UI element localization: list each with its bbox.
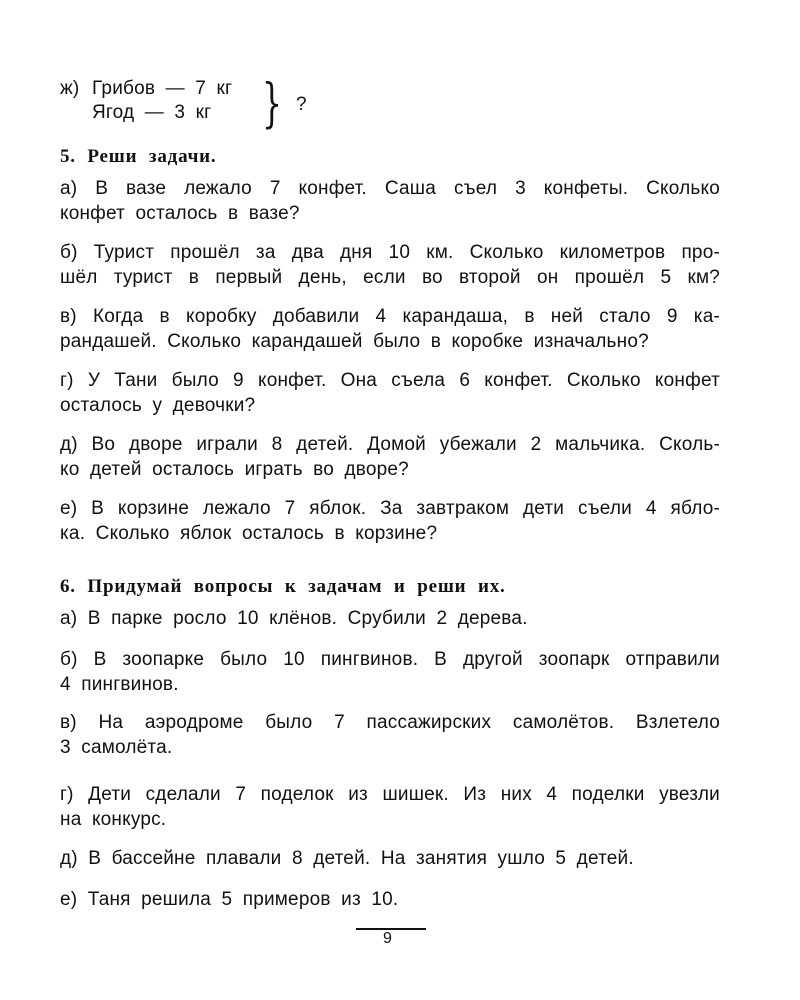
page-number: 9 bbox=[383, 930, 393, 947]
task6-heading: 6. Придумай вопросы к задачам и реши их. bbox=[60, 576, 506, 597]
task5-item-b-line1: б) Турист прошёл за два дня 10 км. Сколько километров про- bbox=[60, 242, 720, 263]
intro-row-berries: Ягод — 3 кг bbox=[92, 102, 212, 123]
task6-item-d-line1: г) Дети сделали 7 поделок из шишек. Из них 4 поделки увезли bbox=[60, 784, 720, 805]
task6-item-b-line1: б) В зоопарке было 10 пингвинов. В другой зоопарк отправили bbox=[60, 649, 720, 670]
task5-item-b-line2: шёл турист в первый день, если во второй он прошёл 5 км? bbox=[60, 267, 720, 288]
task5-item-a-line1: а) В вазе лежало 7 конфет. Саша съел 3 конфеты. Сколько bbox=[60, 178, 720, 199]
task6-item-b-line2: 4 пингвинов. bbox=[60, 674, 179, 695]
task5-item-a-line2: конфет осталось в вазе? bbox=[60, 203, 300, 224]
task5-item-c-line1: в) Когда в коробку добавили 4 карандаша, в ней стало 9 ка- bbox=[60, 306, 720, 327]
task5-item-f-line1: е) В корзине лежало 7 яблок. За завтраком дети съели 4 ябло- bbox=[60, 498, 720, 519]
task6-item-e-line1: д) В бассейне плавали 8 детей. На занятия ушло 5 детей. bbox=[60, 848, 634, 869]
task5-item-f-line2: ка. Сколько яблок осталось в корзине? bbox=[60, 523, 438, 544]
intro-question-mark: ? bbox=[296, 94, 307, 115]
task5-item-d-line1: г) У Тани было 9 конфет. Она съела 6 конфет. Сколько конфет bbox=[60, 370, 720, 391]
task6-item-c-line2: 3 самолёта. bbox=[60, 737, 173, 758]
intro-label: ж) bbox=[60, 78, 80, 99]
task6-item-d-line2: на конкурс. bbox=[60, 809, 167, 830]
task6-item-c-line1: в) На аэродроме было 7 пассажирских самолётов. Взлетело bbox=[60, 712, 720, 733]
task5-item-e-line1: д) Во дворе играли 8 детей. Домой убежали 2 мальчика. Сколь- bbox=[60, 434, 720, 455]
task5-heading: 5. Реши задачи. bbox=[60, 146, 217, 167]
task6-item-f-line1: е) Таня решила 5 примеров из 10. bbox=[60, 889, 399, 910]
curly-brace-icon: } bbox=[262, 74, 282, 134]
intro-row-mushrooms: Грибов — 7 кг bbox=[92, 78, 233, 99]
task6-item-a-line1: а) В парке росло 10 клёнов. Срубили 2 дерева. bbox=[60, 608, 528, 629]
task5-item-d-line2: осталось у девочки? bbox=[60, 395, 256, 416]
task5-item-e-line2: ко детей осталось играть во дворе? bbox=[60, 459, 409, 480]
task5-item-c-line2: рандашей. Сколько карандашей было в коробке изначально? bbox=[60, 331, 649, 352]
